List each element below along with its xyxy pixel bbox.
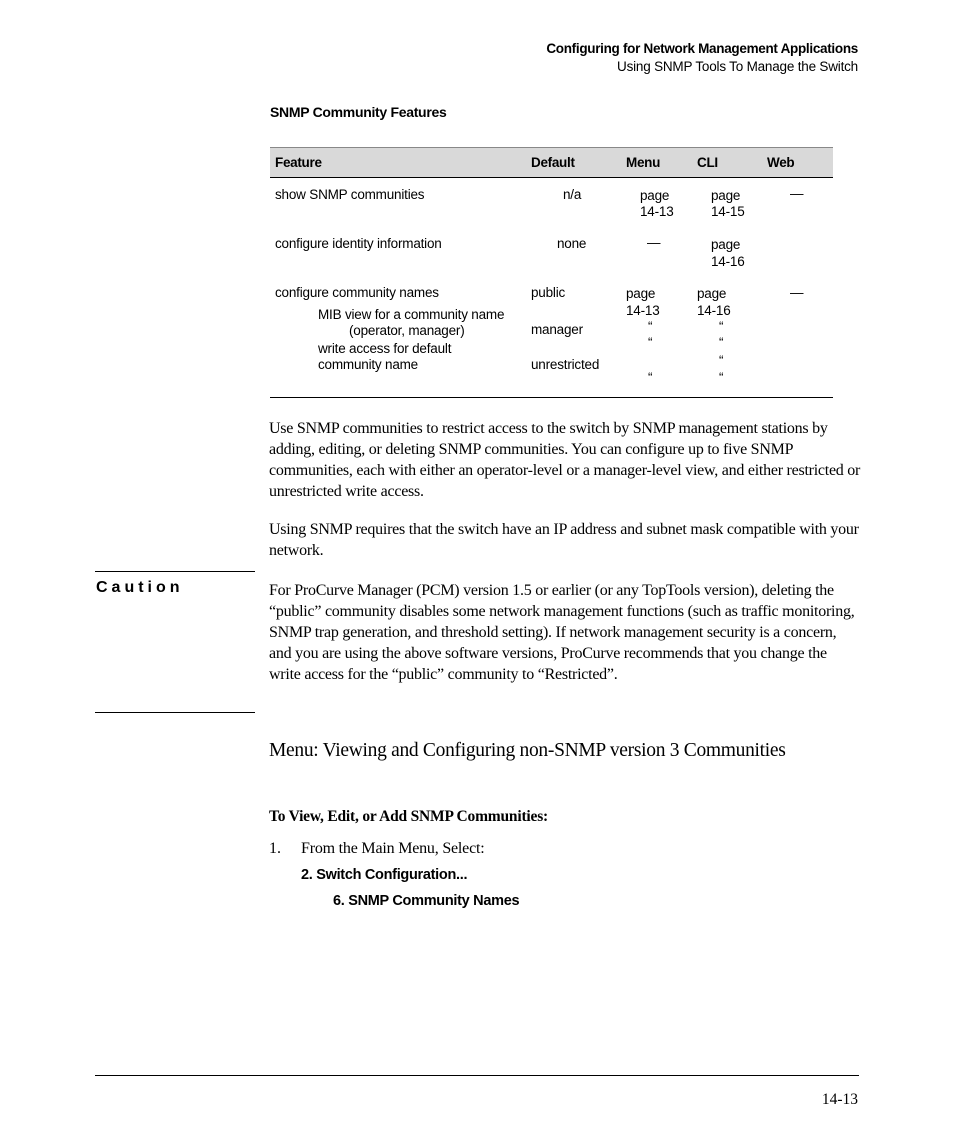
subrow-write-label-line1: write access for default <box>318 341 452 356</box>
caution-text: For ProCurve Manager (PCM) version 1.5 or earlier (or any TopTools version), deleting the “public” community disables some network management functions (such as traffic monitoring, SNMP trap generation, and threshold setting). If network management security is a concern, and you are using the above software versions, ProCurve recommends that you change the write access for the “public” community to “Restricted”. <box>269 582 855 683</box>
table-row-2-feature: configure identity information <box>275 236 442 251</box>
table-caption: SNMP Community Features <box>270 104 447 120</box>
page-number: 14-13 <box>821 1091 858 1108</box>
table-row-2-default: none <box>557 236 587 251</box>
table-row-1-web: — <box>790 186 804 201</box>
table-row-3-feature: configure community names <box>275 285 439 300</box>
table-row-1-default: n/a <box>563 187 582 202</box>
step-number: 1. <box>269 840 281 857</box>
table-row-2-cli-line2: 14-16 <box>711 254 745 269</box>
table-bottom-rule <box>270 397 833 398</box>
subrow-write-label-line2: community name <box>318 357 418 372</box>
column-header-feature: Feature <box>275 155 322 170</box>
procedure-heading: To View, Edit, or Add SNMP Communities: <box>269 808 548 825</box>
table-row-1-feature: show SNMP communities <box>275 187 425 202</box>
table-row-3-menu-line2: 14-13 <box>626 303 660 318</box>
column-header-default: Default <box>531 155 575 170</box>
subrow-mib-label-line1: MIB view for a community name <box>318 307 505 322</box>
table-row-1-menu-line1: page <box>640 188 670 203</box>
table-row-3-menu-line1: page <box>626 286 656 301</box>
caution-top-rule <box>95 571 255 572</box>
subrow-write-default: unrestricted <box>531 357 600 372</box>
step-text: From the Main Menu, Select: <box>301 840 485 857</box>
subrow-mib-cli-ditto: “ <box>719 319 724 334</box>
table-row-2-menu: — <box>647 235 661 250</box>
menu-path-switch-configuration: 2. Switch Configuration... <box>301 867 468 883</box>
subrow-mib-menu-ditto: “ <box>648 319 653 334</box>
column-header-cli: CLI <box>697 155 718 170</box>
requirement-paragraph: Using SNMP requires that the switch have an IP address and subnet mask compatible with your network. <box>269 521 859 559</box>
table-row-1-cli-line2: 14-15 <box>711 204 745 219</box>
column-header-web: Web <box>767 155 795 170</box>
subrow-write-cli-ditto: “ <box>719 353 724 368</box>
subrow-mib-label-line2: (operator, manager) <box>349 323 465 338</box>
table-row-3-cli-line1: page <box>697 286 727 301</box>
subrow-ditto-menu-2: “ <box>648 335 653 350</box>
table-row-3-web: — <box>790 285 804 300</box>
table-row-2-cli-line1: page <box>711 237 741 252</box>
subrow-ditto-cli-2: “ <box>719 335 724 350</box>
intro-paragraph: Use SNMP communities to restrict access to the switch by SNMP management stations by adding, editing, or deleting SNMP communities. You can configure up to five SNMP communities, each with either an operator-level or a manager-level view, and either restricted or unrestricted write access. <box>269 420 861 500</box>
table-row-1-menu-line2: 14-13 <box>640 204 674 219</box>
section-heading: Menu: Viewing and Configuring non-SNMP version 3 Communities <box>269 740 786 761</box>
subrow-write-cli-ditto-2: “ <box>719 370 724 385</box>
subrow-write-menu-ditto-2: “ <box>648 370 653 385</box>
footer-rule <box>95 1075 859 1076</box>
table-row-3-default: public <box>531 285 566 300</box>
table-row-3-cli-line2: 14-16 <box>697 303 731 318</box>
menu-path-snmp-community-names: 6. SNMP Community Names <box>333 893 520 909</box>
caution-label: Caution <box>96 579 184 596</box>
subrow-mib-default: manager <box>531 322 583 337</box>
column-header-menu: Menu <box>626 155 661 170</box>
snmp-community-features-table <box>270 147 833 398</box>
caution-bottom-rule <box>95 712 255 713</box>
running-header-title: Configuring for Network Management Applications <box>546 41 858 56</box>
table-row-1-cli-line1: page <box>711 188 741 203</box>
running-header-subtitle: Using SNMP Tools To Manage the Switch <box>617 59 858 74</box>
